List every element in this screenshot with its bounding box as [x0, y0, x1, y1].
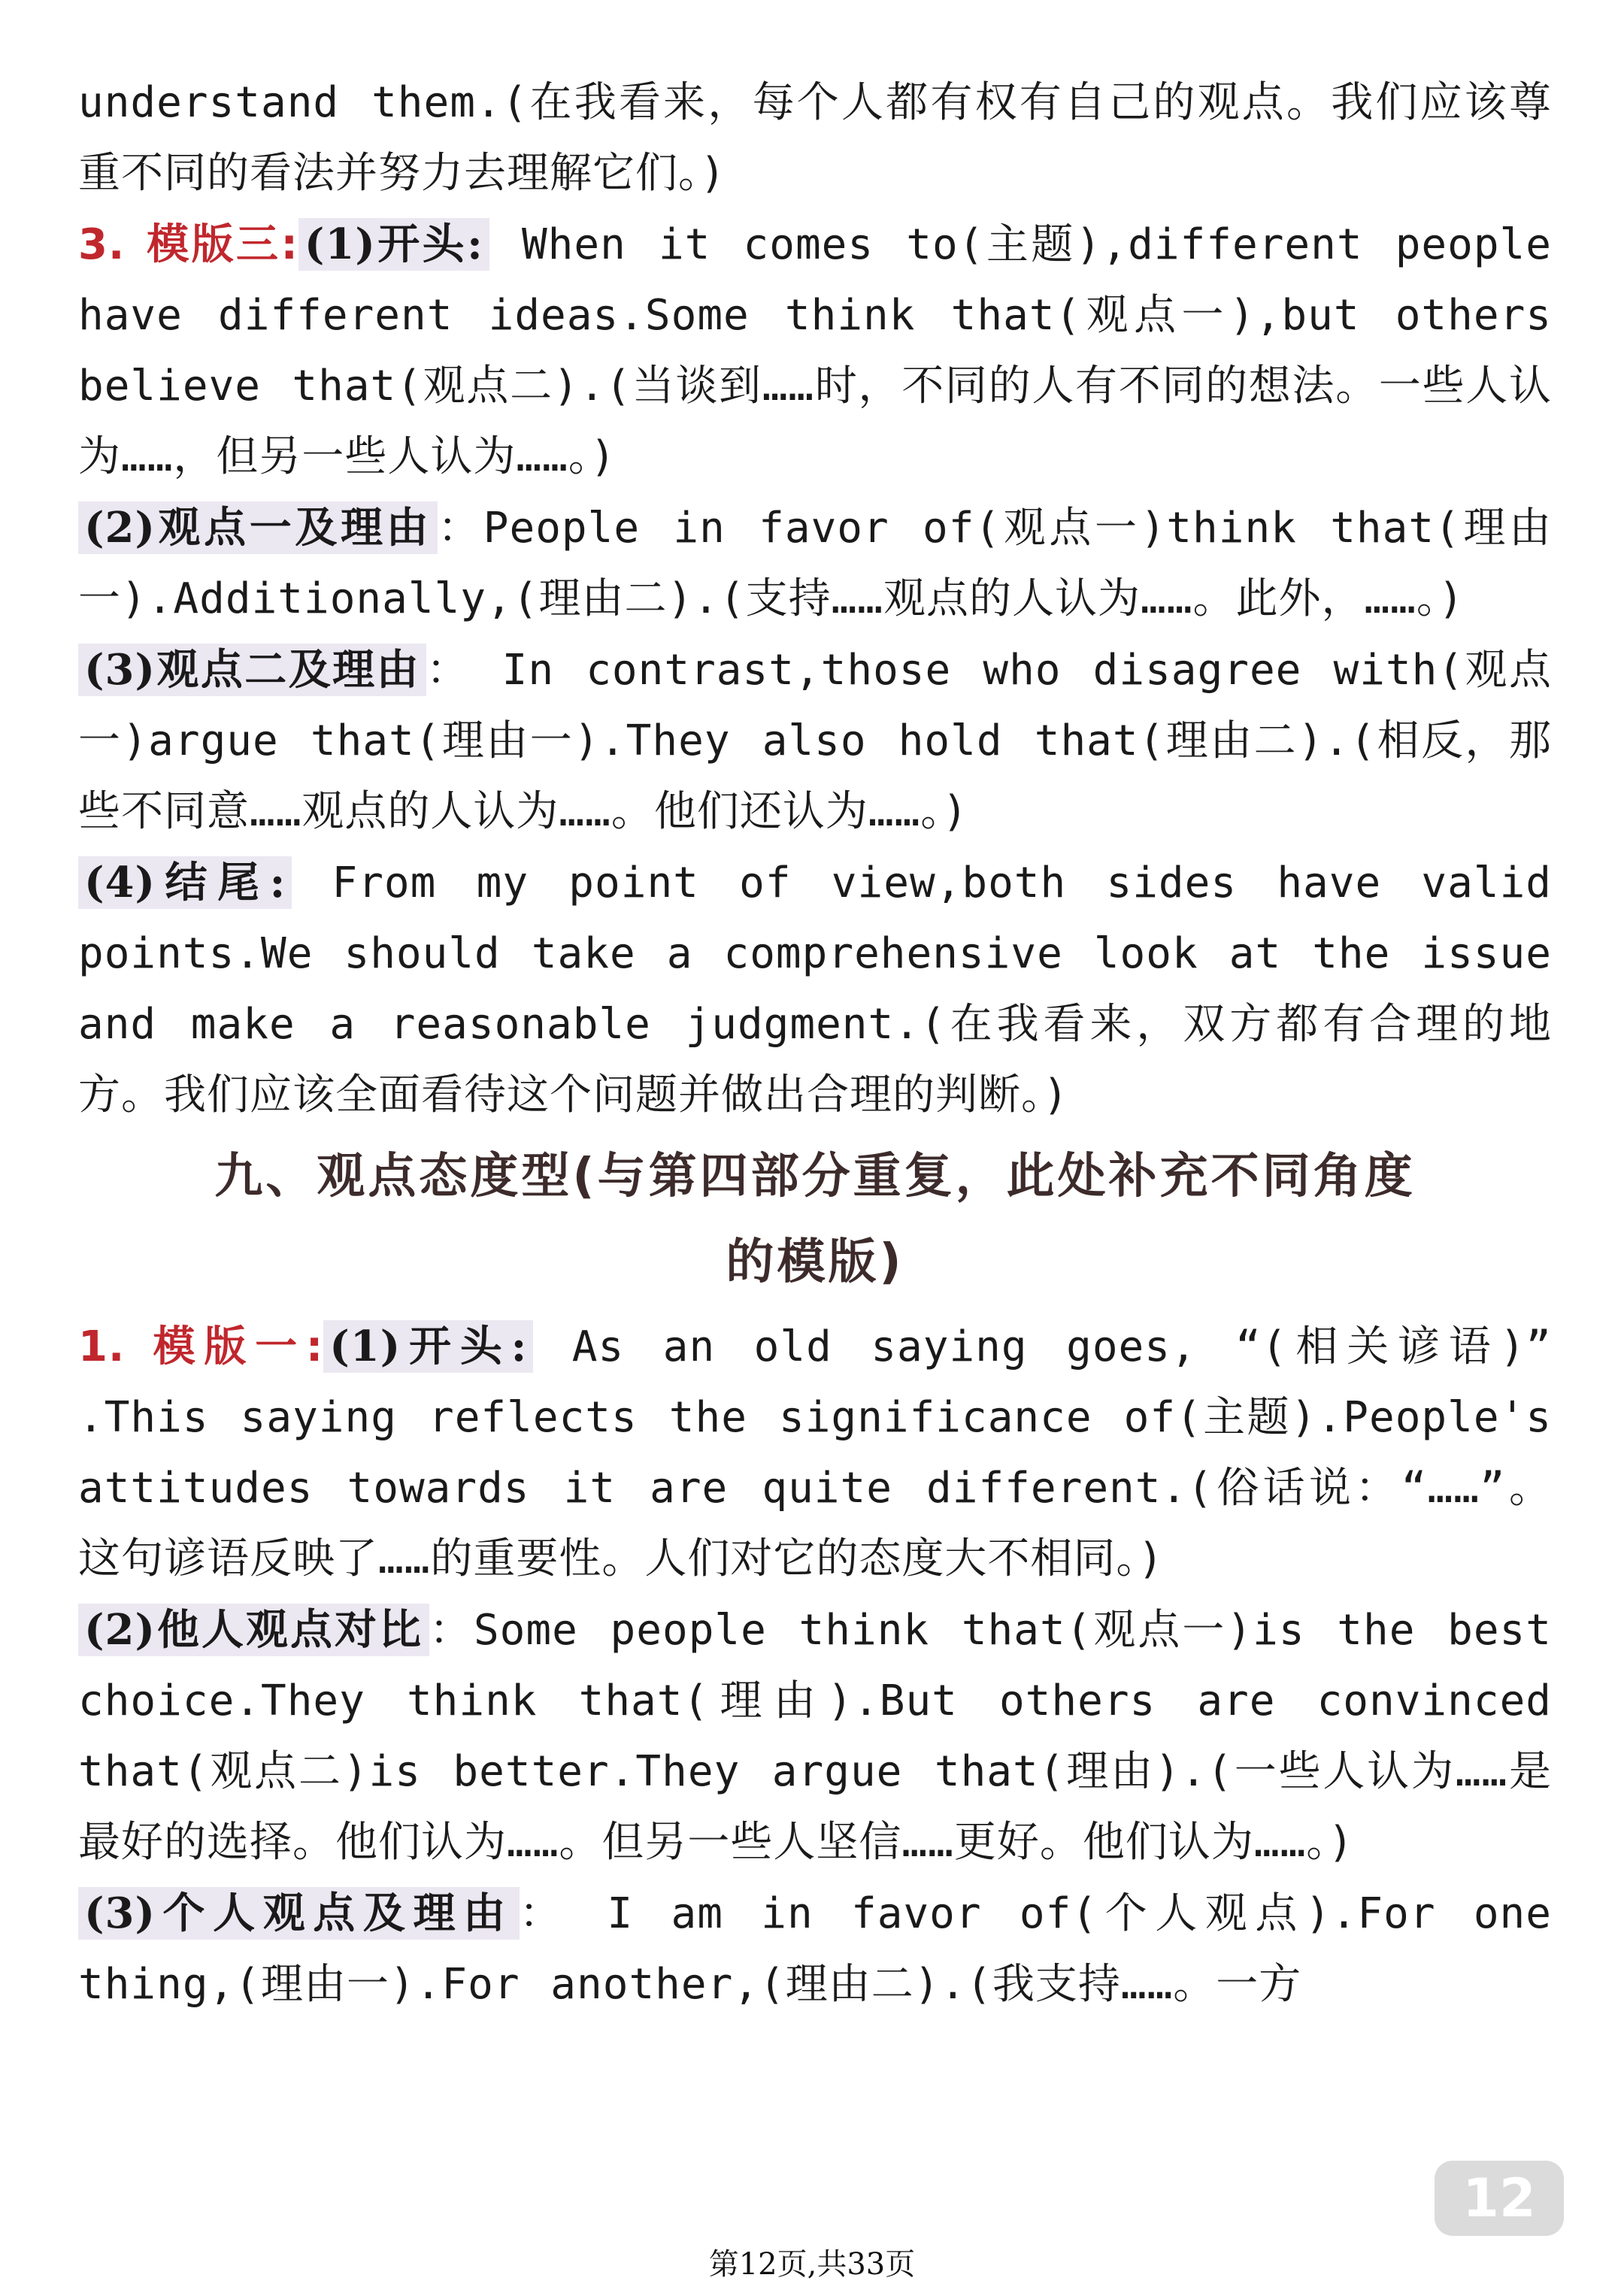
view-one-text: ：People in favor of(观点一)think that(理由一).Additionally,(理由二).(支持……观点的人认为……。此外，……。)	[78, 504, 1552, 623]
section-heading-line1: 九、观点态度型(与第四部分重复，此处补充不同角度	[214, 1149, 1416, 1204]
template-3-view-one	[78, 492, 1552, 635]
section-label-opening-2: (1)开头:	[323, 1320, 533, 1373]
section-heading-line2: 的模版)	[726, 1234, 904, 1290]
template-1-label: 1. 模版一:	[78, 1322, 324, 1371]
contrast-text: ：Some people think that(观点一)is the best choice.They think that(理由).But others are convinced that(观点二)is better.They argue that(理由).(一些人认为……是最好的选择。他们认为……。但另一些人坚信……更好。他们认为……。)	[78, 1606, 1552, 1867]
template-3-opening	[78, 209, 1552, 492]
section-label-personal-view: (3)个人观点及理由	[78, 1887, 520, 1940]
document-page	[78, 68, 1552, 2020]
conclusion-text: From my point of view,both sides have valid points.We should take a comprehensive look at the issue and make a reasonable judgment.(在我看来，双方都有合理的地方。我们应该全面看待这个问题并做出合理的判断。)	[78, 859, 1552, 1119]
section-label-opening: (1)开头:	[298, 218, 489, 271]
page-footer: 第12页,共33页	[708, 2247, 916, 2282]
template-3-label: 3. 模版三:	[78, 220, 298, 269]
paragraph-continuation: understand them.(在我看来，每个人都有权有自己的观点。我们应该尊重不同的看法并努力去理解它们。)	[78, 78, 1552, 198]
template-3-conclusion	[78, 847, 1552, 1131]
template-1-opening	[78, 1311, 1552, 1595]
view-two-text: ： In contrast,those who disagree with(观点一)argue that(理由一).They also hold that(理由二).(相反，那些不同意……观点的人认为……。他们还认为……。)	[78, 646, 1552, 836]
page-number-badge[interactable]: 12	[1435, 2161, 1564, 2236]
template-1-personal-view	[78, 1878, 1552, 2020]
section-heading	[78, 1134, 1552, 1305]
opening-text-2: As an old saying goes, “(相关谚语)” .This saying reflects the significance of(主题).People's attitudes towards it are quite different.(俗话说：“……”。这句谚语反映了……的重要性。人们对它的态度大不相同。)	[78, 1322, 1552, 1583]
section-label-conclusion: (4)结尾:	[78, 856, 292, 909]
template-3-view-two	[78, 635, 1552, 847]
section-label-contrast: (2)他人观点对比	[78, 1604, 429, 1656]
personal-view-text: ： I am in favor of(个人观点).For one thing,(理由一).For another,(理由二).(我支持……。一方	[78, 1889, 1552, 2009]
section-label-view-two: (3)观点二及理由	[78, 644, 426, 696]
template-1-contrast	[78, 1595, 1552, 1878]
opening-text: When it comes to(主题),different people have different ideas.Some think that(观点一),but others believe that(观点二).(当谈到……时，不同的人有不同的想法。一些人认为……，但另一些人认为……。)	[78, 220, 1552, 481]
section-label-view-one: (2)观点一及理由	[78, 501, 438, 554]
